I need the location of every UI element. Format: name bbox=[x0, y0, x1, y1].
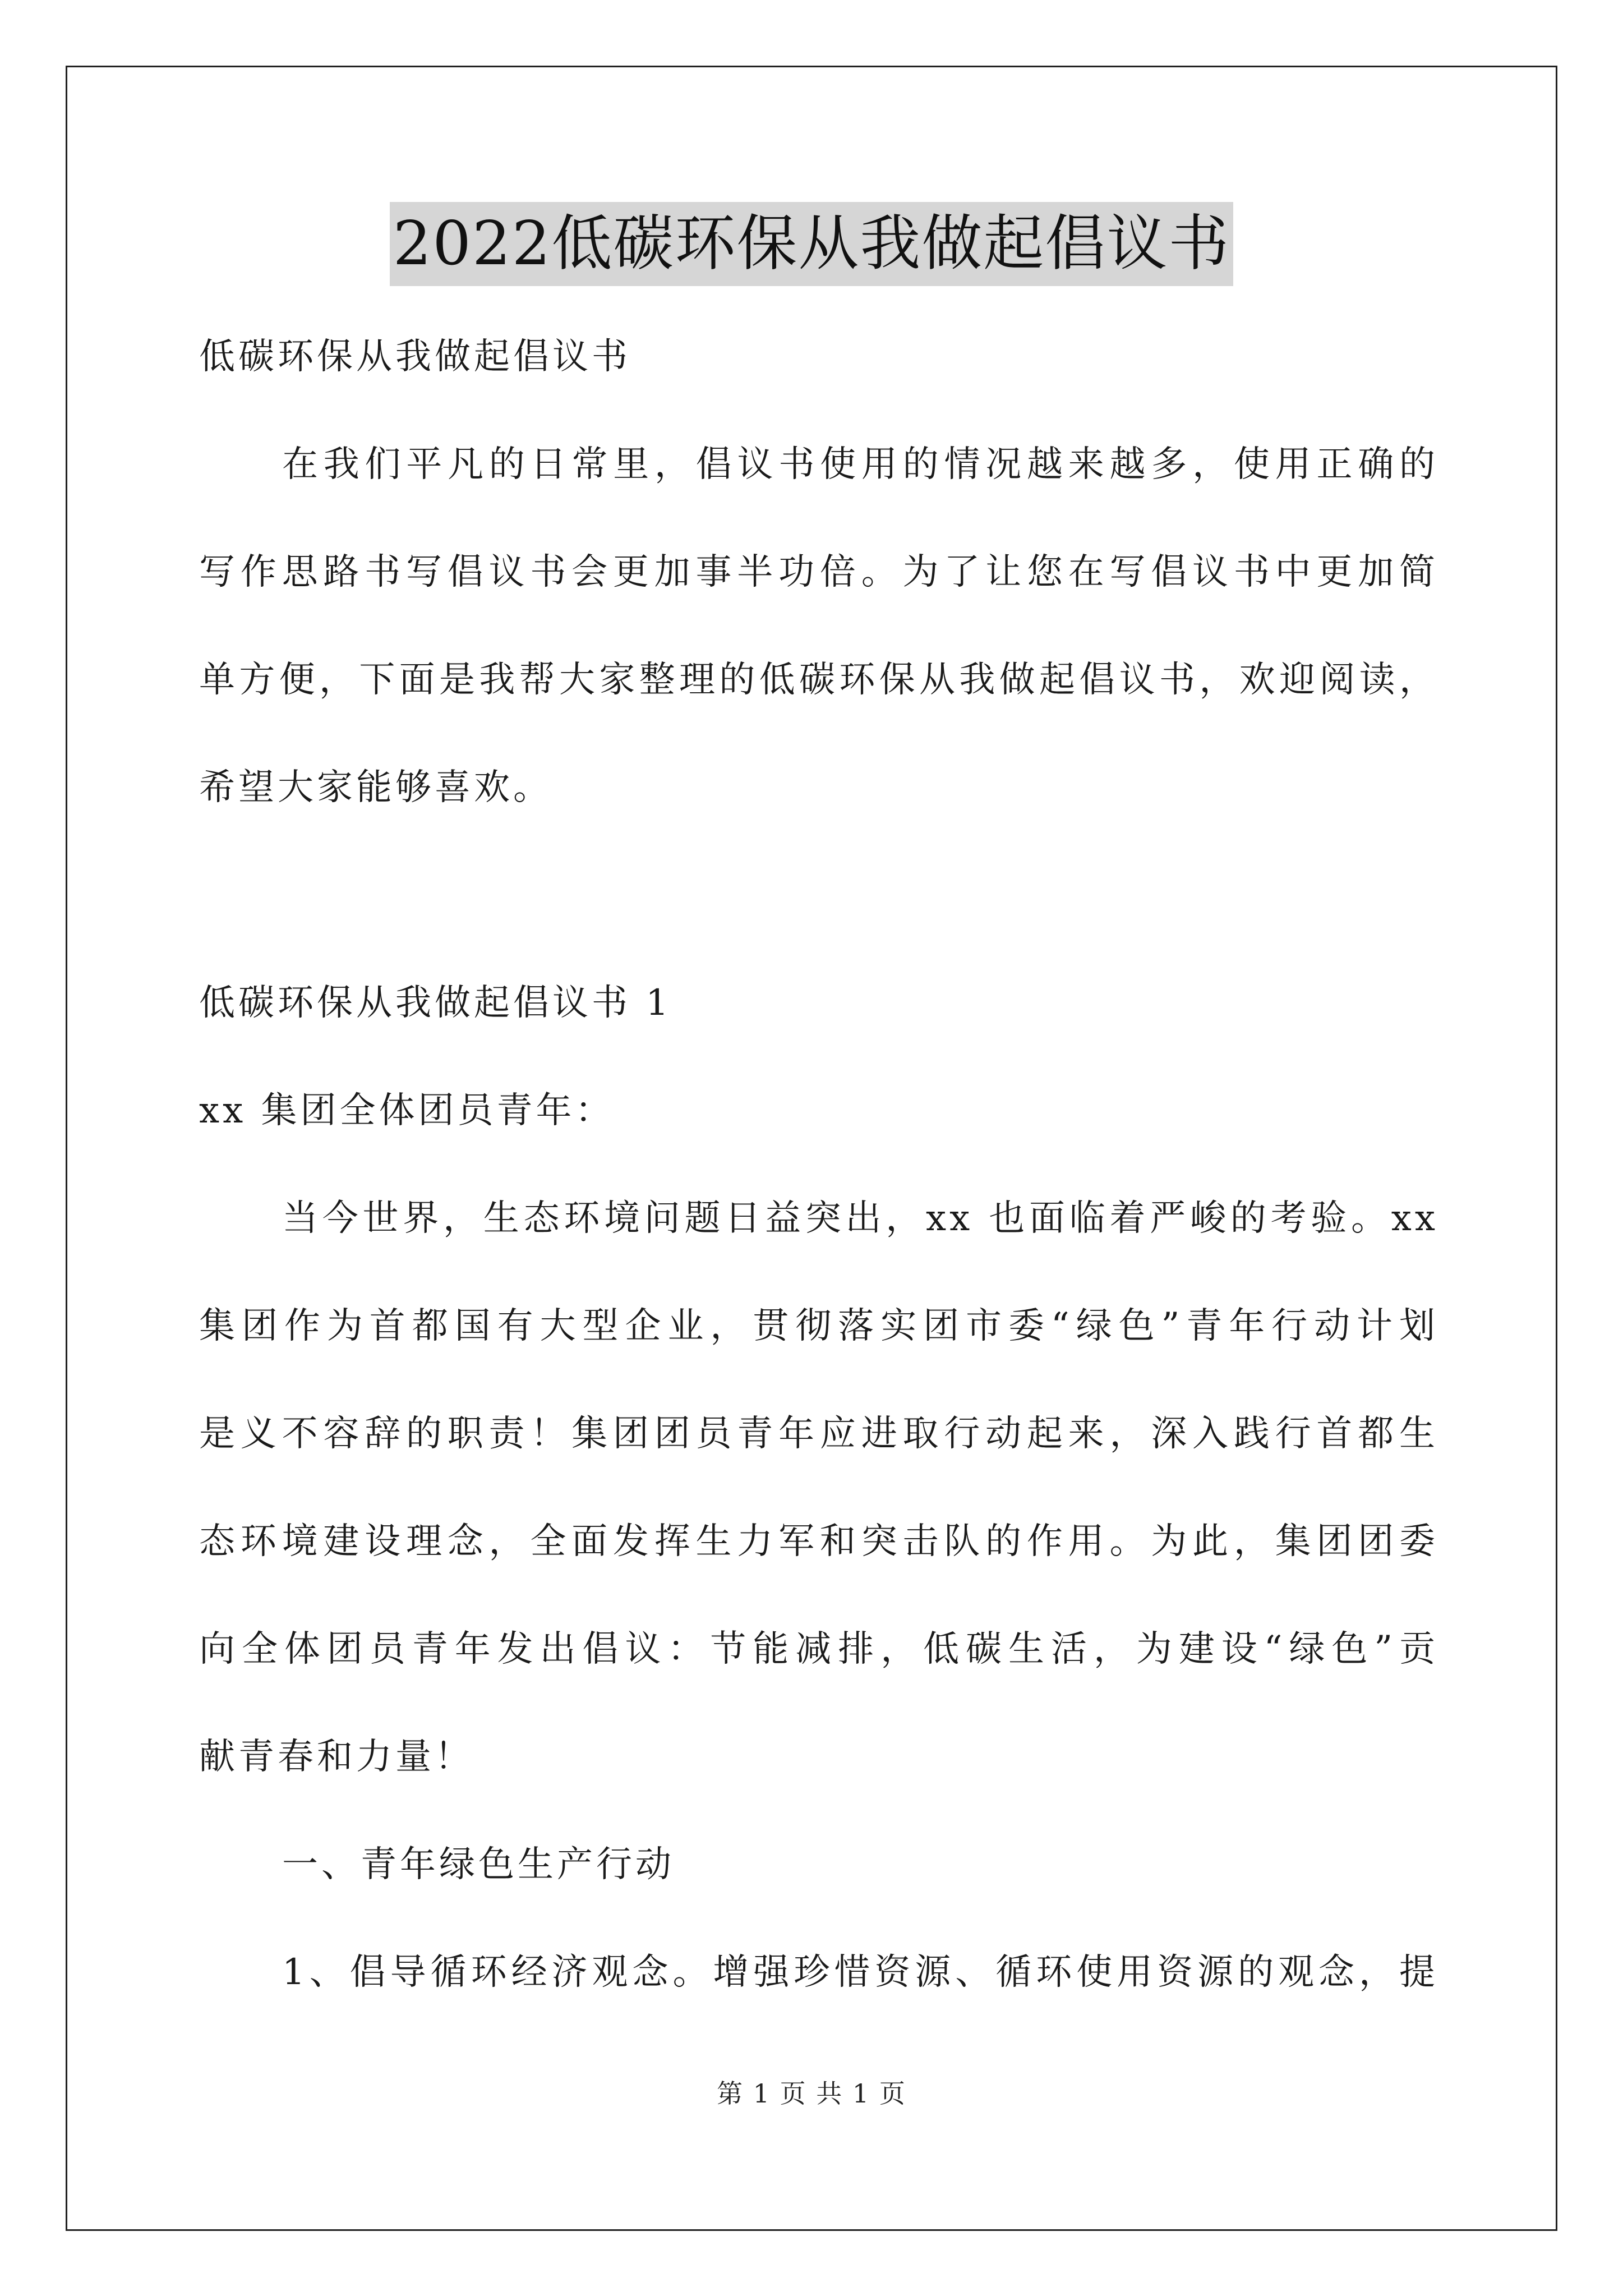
paragraph-line: 当今世界，生态环境问题日益突出，xx 也面临着严峻的考验。xx bbox=[282, 1198, 1438, 1239]
section-heading: 低碳环保从我做起倡议书 1 bbox=[199, 982, 672, 1024]
page-footer: 第 1 页 共 1 页 bbox=[717, 2078, 906, 2109]
paragraph-line: 集团作为首都国有大型企业，贯彻落实团市委“绿色”青年行动计划 bbox=[199, 1305, 1438, 1347]
paragraph-line: 是义不容辞的职责！集团团员青年应进取行动起来，深入践行首都生 bbox=[199, 1413, 1438, 1455]
paragraph-line: 希望大家能够喜欢。 bbox=[199, 767, 552, 808]
document-title: 2022低碳环保从我做起倡议书 bbox=[390, 202, 1234, 286]
paragraph-line: 1、倡导循环经济观念。增强珍惜资源、循环使用资源的观念，提 bbox=[282, 1952, 1438, 1993]
subtitle-line: 低碳环保从我做起倡议书 bbox=[199, 336, 631, 378]
title-container bbox=[0, 202, 1623, 286]
paragraph-line: 单方便，下面是我帮大家整理的低碳环保从我做起倡议书，欢迎阅读， bbox=[199, 659, 1438, 701]
blank-line bbox=[199, 841, 1438, 949]
paragraph-line: 向全体团员青年发出倡议：节能减排，低碳生活，为建设“绿色”贡 bbox=[199, 1628, 1438, 1670]
subsection-heading: 一、青年绿色生产行动 bbox=[282, 1844, 675, 1885]
paragraph-line: 在我们平凡的日常里，倡议书使用的情况越来越多，使用正确的 bbox=[282, 444, 1438, 485]
paragraph-line: 献青春和力量！ bbox=[199, 1736, 474, 1778]
salutation-line: xx 集团全体团员青年： bbox=[199, 1090, 615, 1131]
document-body bbox=[199, 303, 1438, 2026]
paragraph-line: 态环境建设理念，全面发挥生力军和突击队的作用。为此，集团团委 bbox=[199, 1521, 1438, 1562]
paragraph-line: 写作思路书写倡议书会更加事半功倍。为了让您在写倡议书中更加简 bbox=[199, 551, 1438, 593]
